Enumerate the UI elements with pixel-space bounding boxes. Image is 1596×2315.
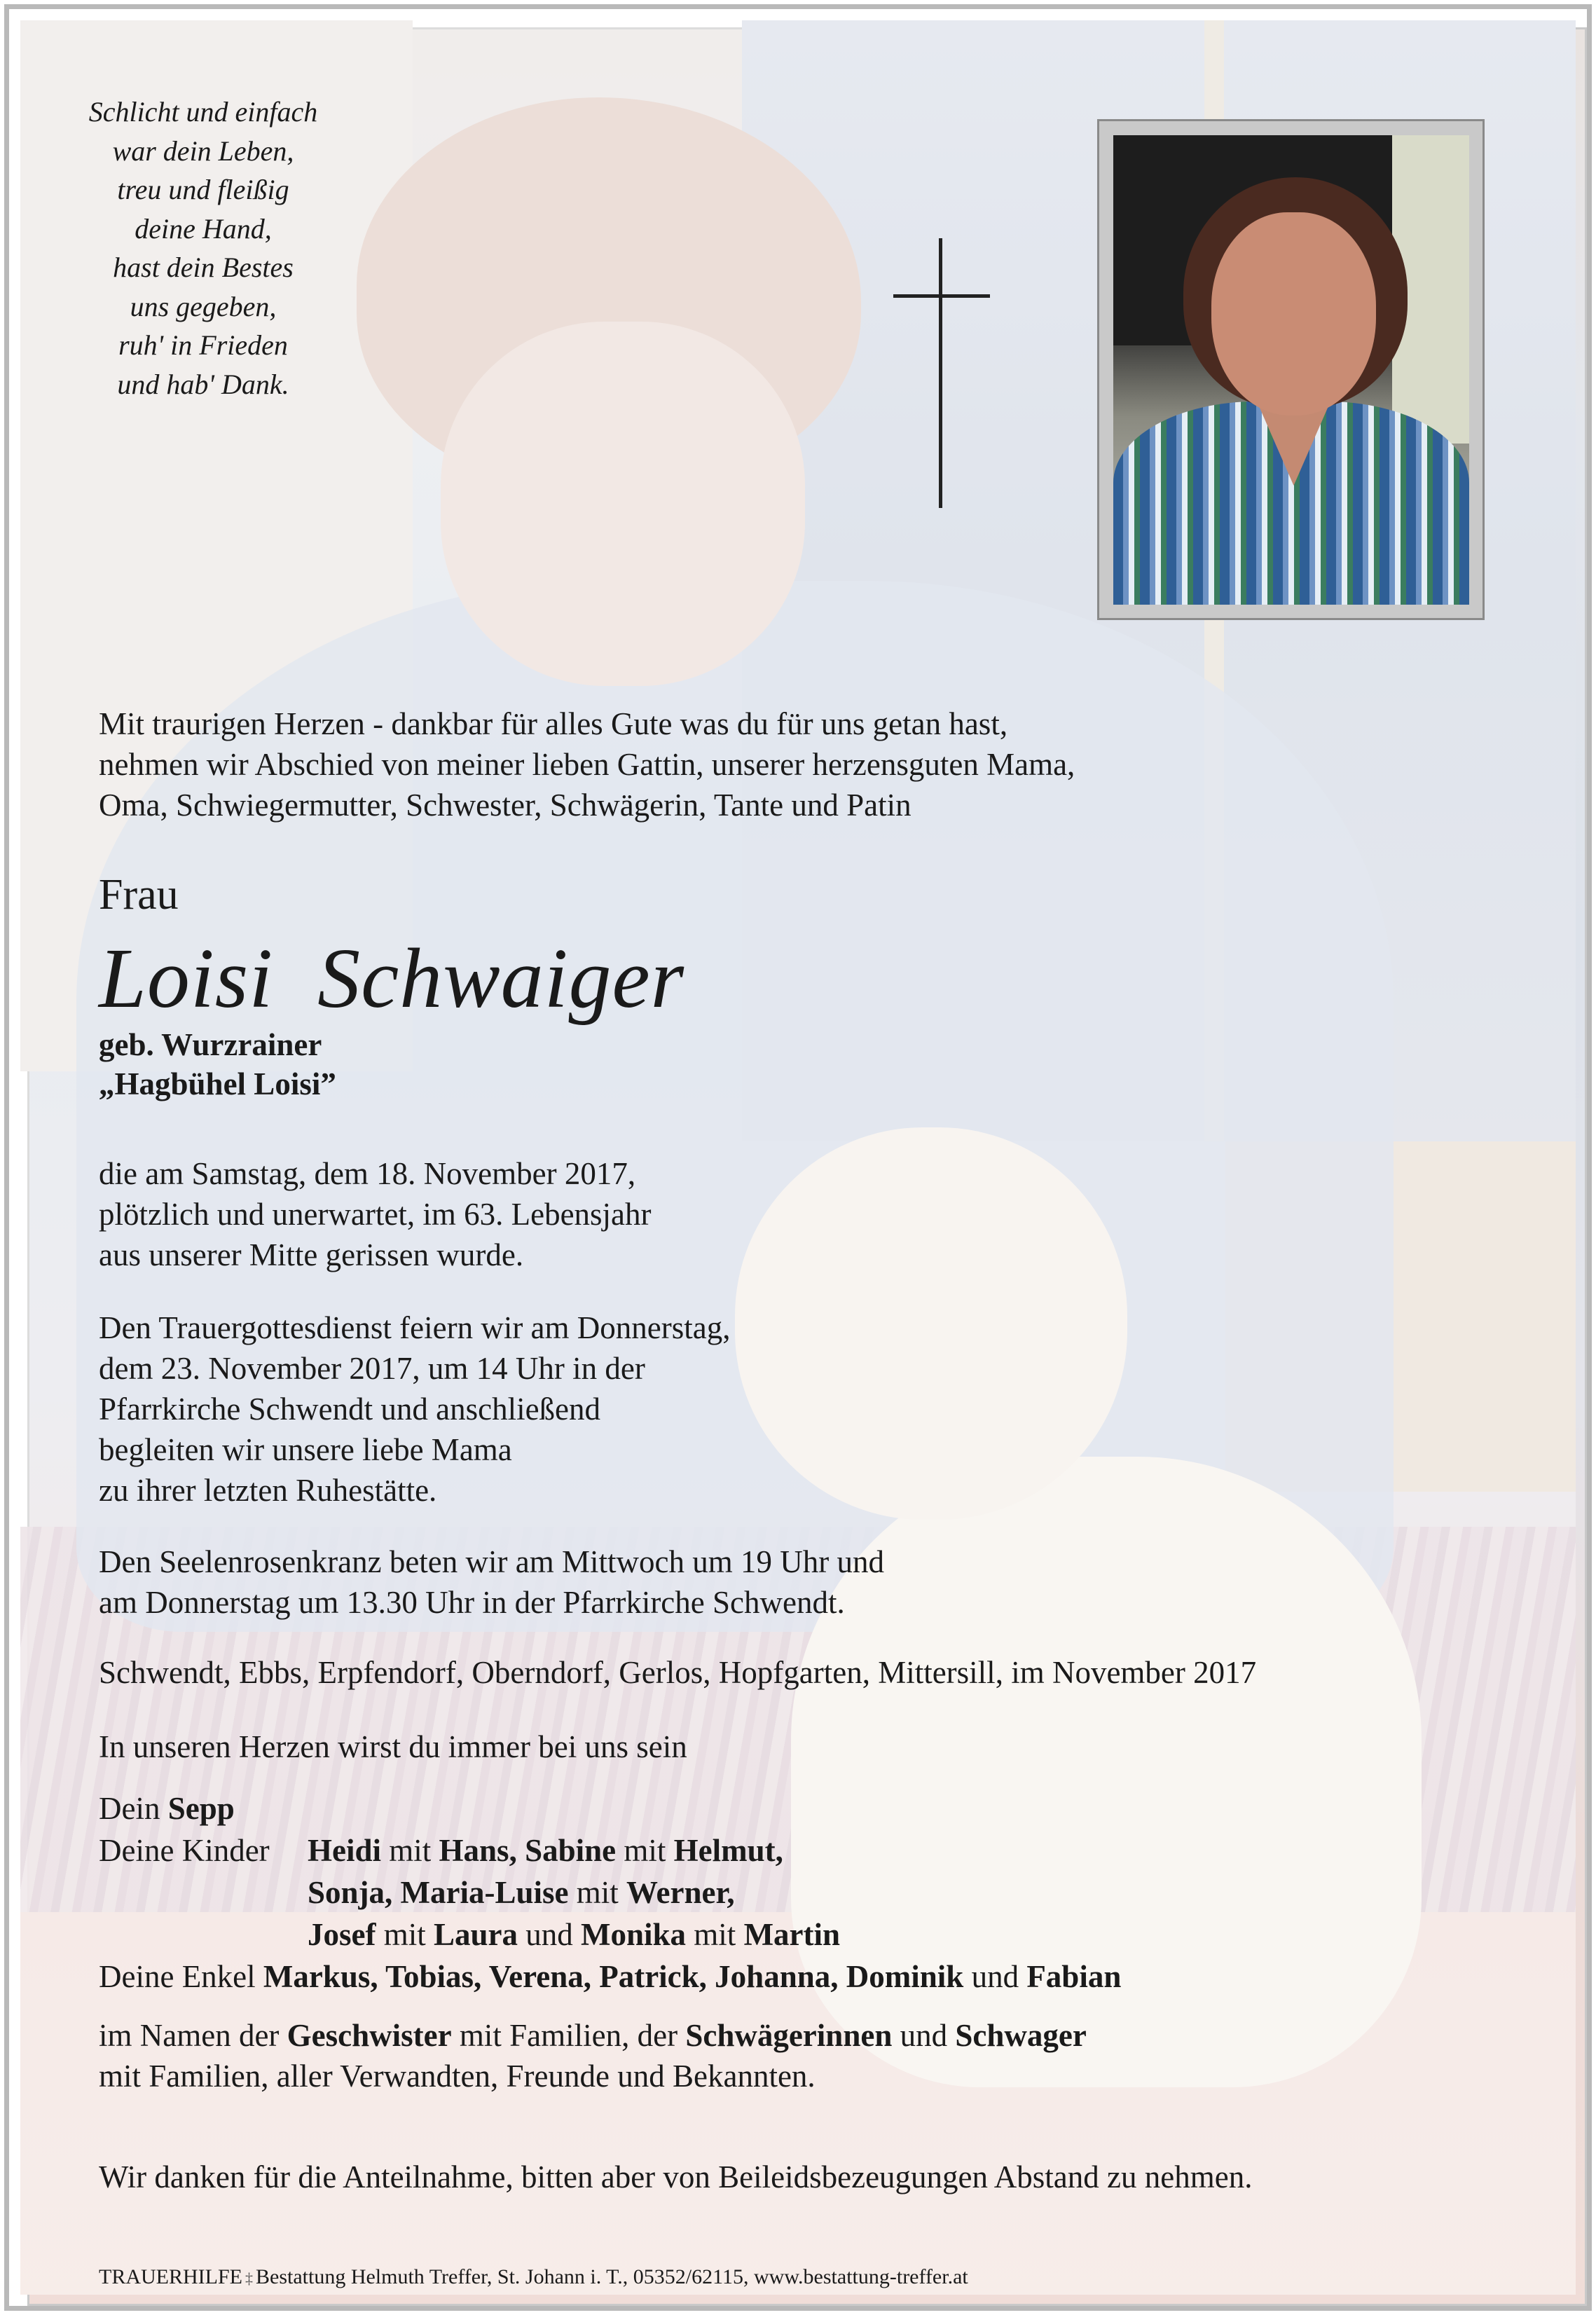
service-line: Den Trauergottesdienst feiern wir am Donnerstag, (99, 1310, 731, 1345)
poem-line: uns gegeben, (130, 290, 277, 322)
rosary-line: am Donnerstag um 13.30 Uhr in der Pfarrkirche Schwendt. (99, 1585, 845, 1620)
sisters-in-law-label: Schwägerinnen (685, 2018, 893, 2053)
service-line: begleiten wir unsere liebe Mama (99, 1432, 512, 1467)
on-behalf-prefix: im Namen der (99, 2018, 280, 2053)
with-word: mit (389, 1833, 432, 1868)
rosary-text (99, 1541, 884, 1623)
children-row (99, 1872, 1121, 1914)
rosary-line: Den Seelenrosenkranz beten wir am Mittwoch um 19 Uhr und (99, 1544, 884, 1579)
child-name: Sonja, Maria-Luise (308, 1875, 569, 1910)
poem-line: war dein Leben, (112, 135, 294, 167)
brother-in-law-label: Schwager (955, 2018, 1087, 2053)
funeral-service-text (99, 1307, 730, 1511)
with-word: mit (694, 1917, 736, 1952)
poem-line: treu und fleißig (117, 174, 289, 205)
child-name: Heidi (308, 1833, 382, 1868)
poem-line: und hab' Dank. (117, 368, 289, 400)
service-line: dem 23. November 2017, um 14 Uhr in der (99, 1351, 645, 1386)
footer-contact: Bestattung Helmuth Treffer, St. Johann i. T., 05352/62115, www.bestattung-treffer.at (256, 2265, 968, 2288)
and-word: und (971, 1959, 1019, 1994)
partner-name: Hans, (439, 1833, 517, 1868)
intro-line: Oma, Schwiegermutter, Schwester, Schwägerin, Tante und Patin (99, 788, 911, 823)
death-line: aus unserer Mitte gerissen wurde. (99, 1237, 524, 1272)
undertaker-logo-icon: ‡ (245, 2269, 253, 2287)
with-word: mit (576, 1875, 619, 1910)
motto: In unseren Herzen wirst du immer bei uns sein (99, 1729, 687, 1764)
intro-line: nehmen wir Abschied von meiner lieben Gattin, unserer herzensguten Mama, (99, 747, 1075, 782)
siblings-label: Geschwister (287, 2018, 452, 2053)
with-word: mit (624, 1833, 666, 1868)
poem-line: Schlicht und einfach (88, 96, 318, 128)
nickname: „Hagbühel Loisi” (99, 1066, 336, 1101)
with-word: mit (383, 1917, 426, 1952)
children-row (99, 1830, 1121, 1872)
deceased-title: Frau (99, 871, 179, 919)
children-label: Deine Kinder (99, 1833, 270, 1868)
husband-row (99, 1788, 1121, 1830)
husband-label: Dein (99, 1791, 160, 1826)
service-line: Pfarrkirche Schwendt und anschließend (99, 1392, 601, 1427)
child-name: Sabine (525, 1833, 617, 1868)
child-name: Josef (308, 1917, 376, 1952)
poem-line: hast dein Bestes (113, 252, 294, 283)
partner-name: Werner, (626, 1875, 735, 1910)
on-behalf-text (99, 2015, 1087, 2096)
partner-name: Laura (434, 1917, 518, 1952)
grandchildren-names: Markus, Tobias, Verena, Patrick, Johanna, Dominik (263, 1959, 964, 1994)
poem-line: deine Hand, (135, 212, 272, 245)
grandchildren-row (99, 1956, 1121, 1998)
partner-name: Helmut, (673, 1833, 783, 1868)
family-list (99, 1788, 1121, 1998)
portrait-photo (1113, 135, 1469, 605)
grandchildren-label: Deine Enkel (99, 1959, 256, 1994)
partner-name: Martin (743, 1917, 841, 1952)
poem-line: ruh' in Frieden (118, 329, 288, 361)
children-row (99, 1914, 1121, 1956)
intro-text (99, 703, 1075, 825)
intro-line: Mit traurigen Herzen - dankbar für alles Gute was du für uns getan hast, (99, 706, 1008, 741)
deceased-name: Loisi Schwaiger (99, 931, 685, 1026)
on-behalf-line: mit Familien, aller Verwandten, Freunde und Bekannten. (99, 2059, 816, 2094)
thanks-text: Wir danken für die Anteilnahme, bitten aber von Beileidsbezeugungen Abstand zu nehmen. (99, 2159, 1253, 2194)
places-date: Schwendt, Ebbs, Erpfendorf, Oberndorf, Gerlos, Hopfgarten, Mittersill, im November 2017 (99, 1655, 1257, 1690)
footer-brand: TRAUERHILFE (99, 2265, 242, 2288)
husband-name: Sepp (167, 1791, 235, 1826)
death-line: plötzlich und unerwartet, im 63. Lebensjahr (99, 1197, 652, 1232)
death-line: die am Samstag, dem 18. November 2017, (99, 1156, 636, 1191)
and-word: und (525, 1917, 573, 1952)
on-behalf-mid: mit Familien, der (459, 2018, 678, 2053)
footer (99, 2265, 968, 2291)
portrait-frame (1097, 119, 1485, 620)
and-word: und (900, 2018, 948, 2053)
grandchild-name: Fabian (1026, 1959, 1122, 1994)
poem (70, 92, 336, 404)
death-text (99, 1153, 652, 1275)
birth-name: geb. Wurzrainer (99, 1027, 322, 1062)
child-name: Monika (581, 1917, 687, 1952)
service-line: zu ihrer letzten Ruhestätte. (99, 1473, 437, 1508)
on-behalf-line (99, 2015, 1087, 2056)
